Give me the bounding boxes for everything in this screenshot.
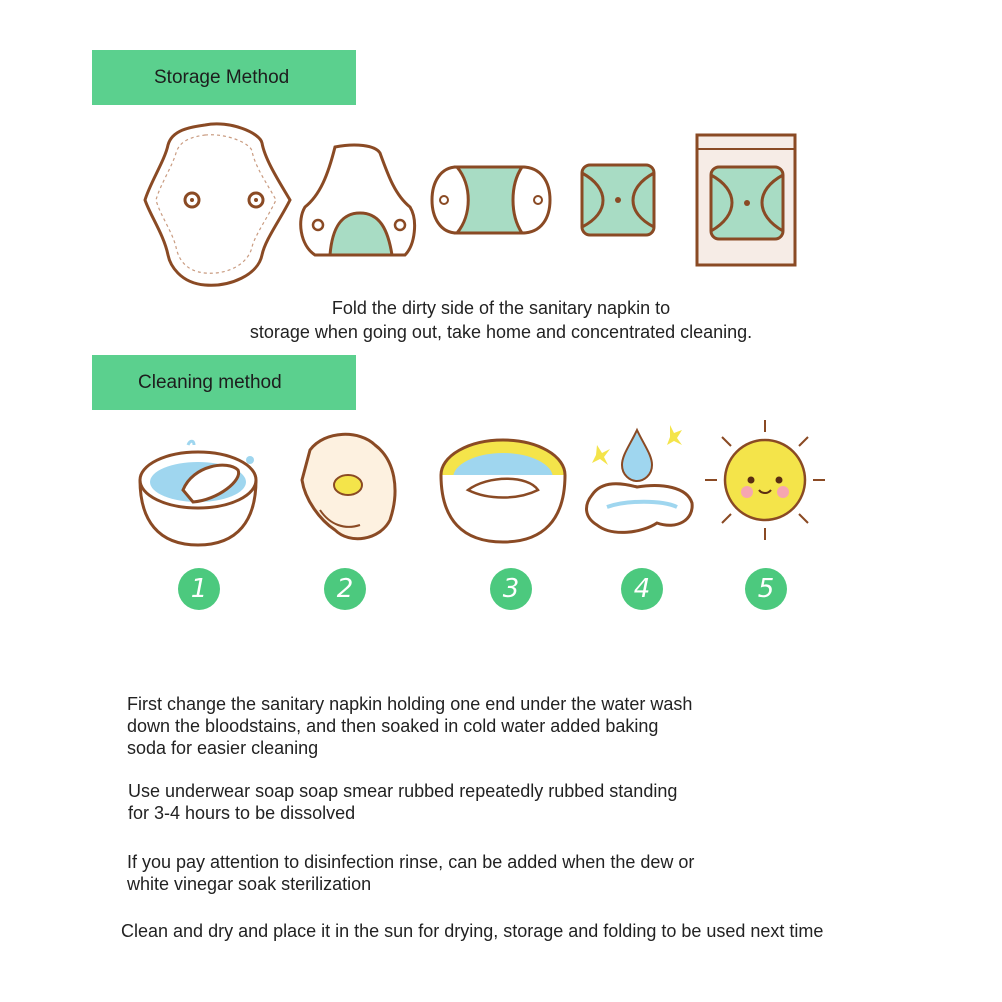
step-3-line-1: If you pay attention to disinfection rinse, can be added when the dew or	[127, 852, 695, 872]
step-3-text	[127, 851, 694, 895]
storage-caption-line-1: Fold the dirty side of the sanitary napkin to	[331, 298, 671, 318]
wing-folded-pad-icon	[432, 167, 550, 233]
step-4-line-1: Clean and dry and place it in the sun for drying, storage and folding to be used next time	[121, 921, 824, 941]
folding-steps-illustration	[150, 115, 810, 295]
step-1-line-1: First change the sanitary napkin holding one end under the water wash	[127, 694, 693, 714]
sun-icon	[705, 420, 825, 540]
step-2-line-1: Use underwear soap soap smear rubbed repeatedly rubbed standing	[128, 781, 678, 801]
half-folded-pad-icon	[301, 145, 415, 255]
storage-method-heading: Storage Method	[92, 50, 356, 105]
step-number-row	[130, 568, 830, 618]
step-1-line-2: down the bloodstains, and then soaked in cold water added baking	[127, 716, 659, 736]
step-number-3: 3	[490, 568, 532, 610]
step-number-5: 5	[745, 568, 787, 610]
step-number-1: 1	[178, 568, 220, 610]
step-3-line-2: white vinegar soak sterilization	[127, 874, 372, 894]
storage-caption-line-2: storage when going out, take home and concentrated cleaning.	[249, 322, 753, 342]
cleaning-method-heading: Cleaning method	[92, 355, 356, 410]
yellow-basin-icon	[441, 440, 565, 542]
step-2-text	[128, 780, 677, 824]
storage-bag-icon	[697, 135, 795, 265]
step-2-line-2: for 3-4 hours to be dissolved	[128, 803, 356, 823]
step-4-text	[121, 920, 823, 942]
step-number-2: 2	[324, 568, 366, 610]
storage-caption	[0, 296, 1002, 344]
step-number-4: 4	[621, 568, 663, 610]
folded-square-pad-icon	[582, 165, 654, 235]
step-1-text	[127, 693, 692, 759]
step-1-line-3: soda for easier cleaning	[127, 738, 319, 758]
open-pad-icon	[145, 124, 290, 285]
hand-soap-icon	[302, 434, 395, 538]
rinse-drop-icon	[587, 425, 693, 532]
cleaning-steps-illustration	[130, 420, 830, 560]
basin-water-icon	[140, 441, 256, 545]
